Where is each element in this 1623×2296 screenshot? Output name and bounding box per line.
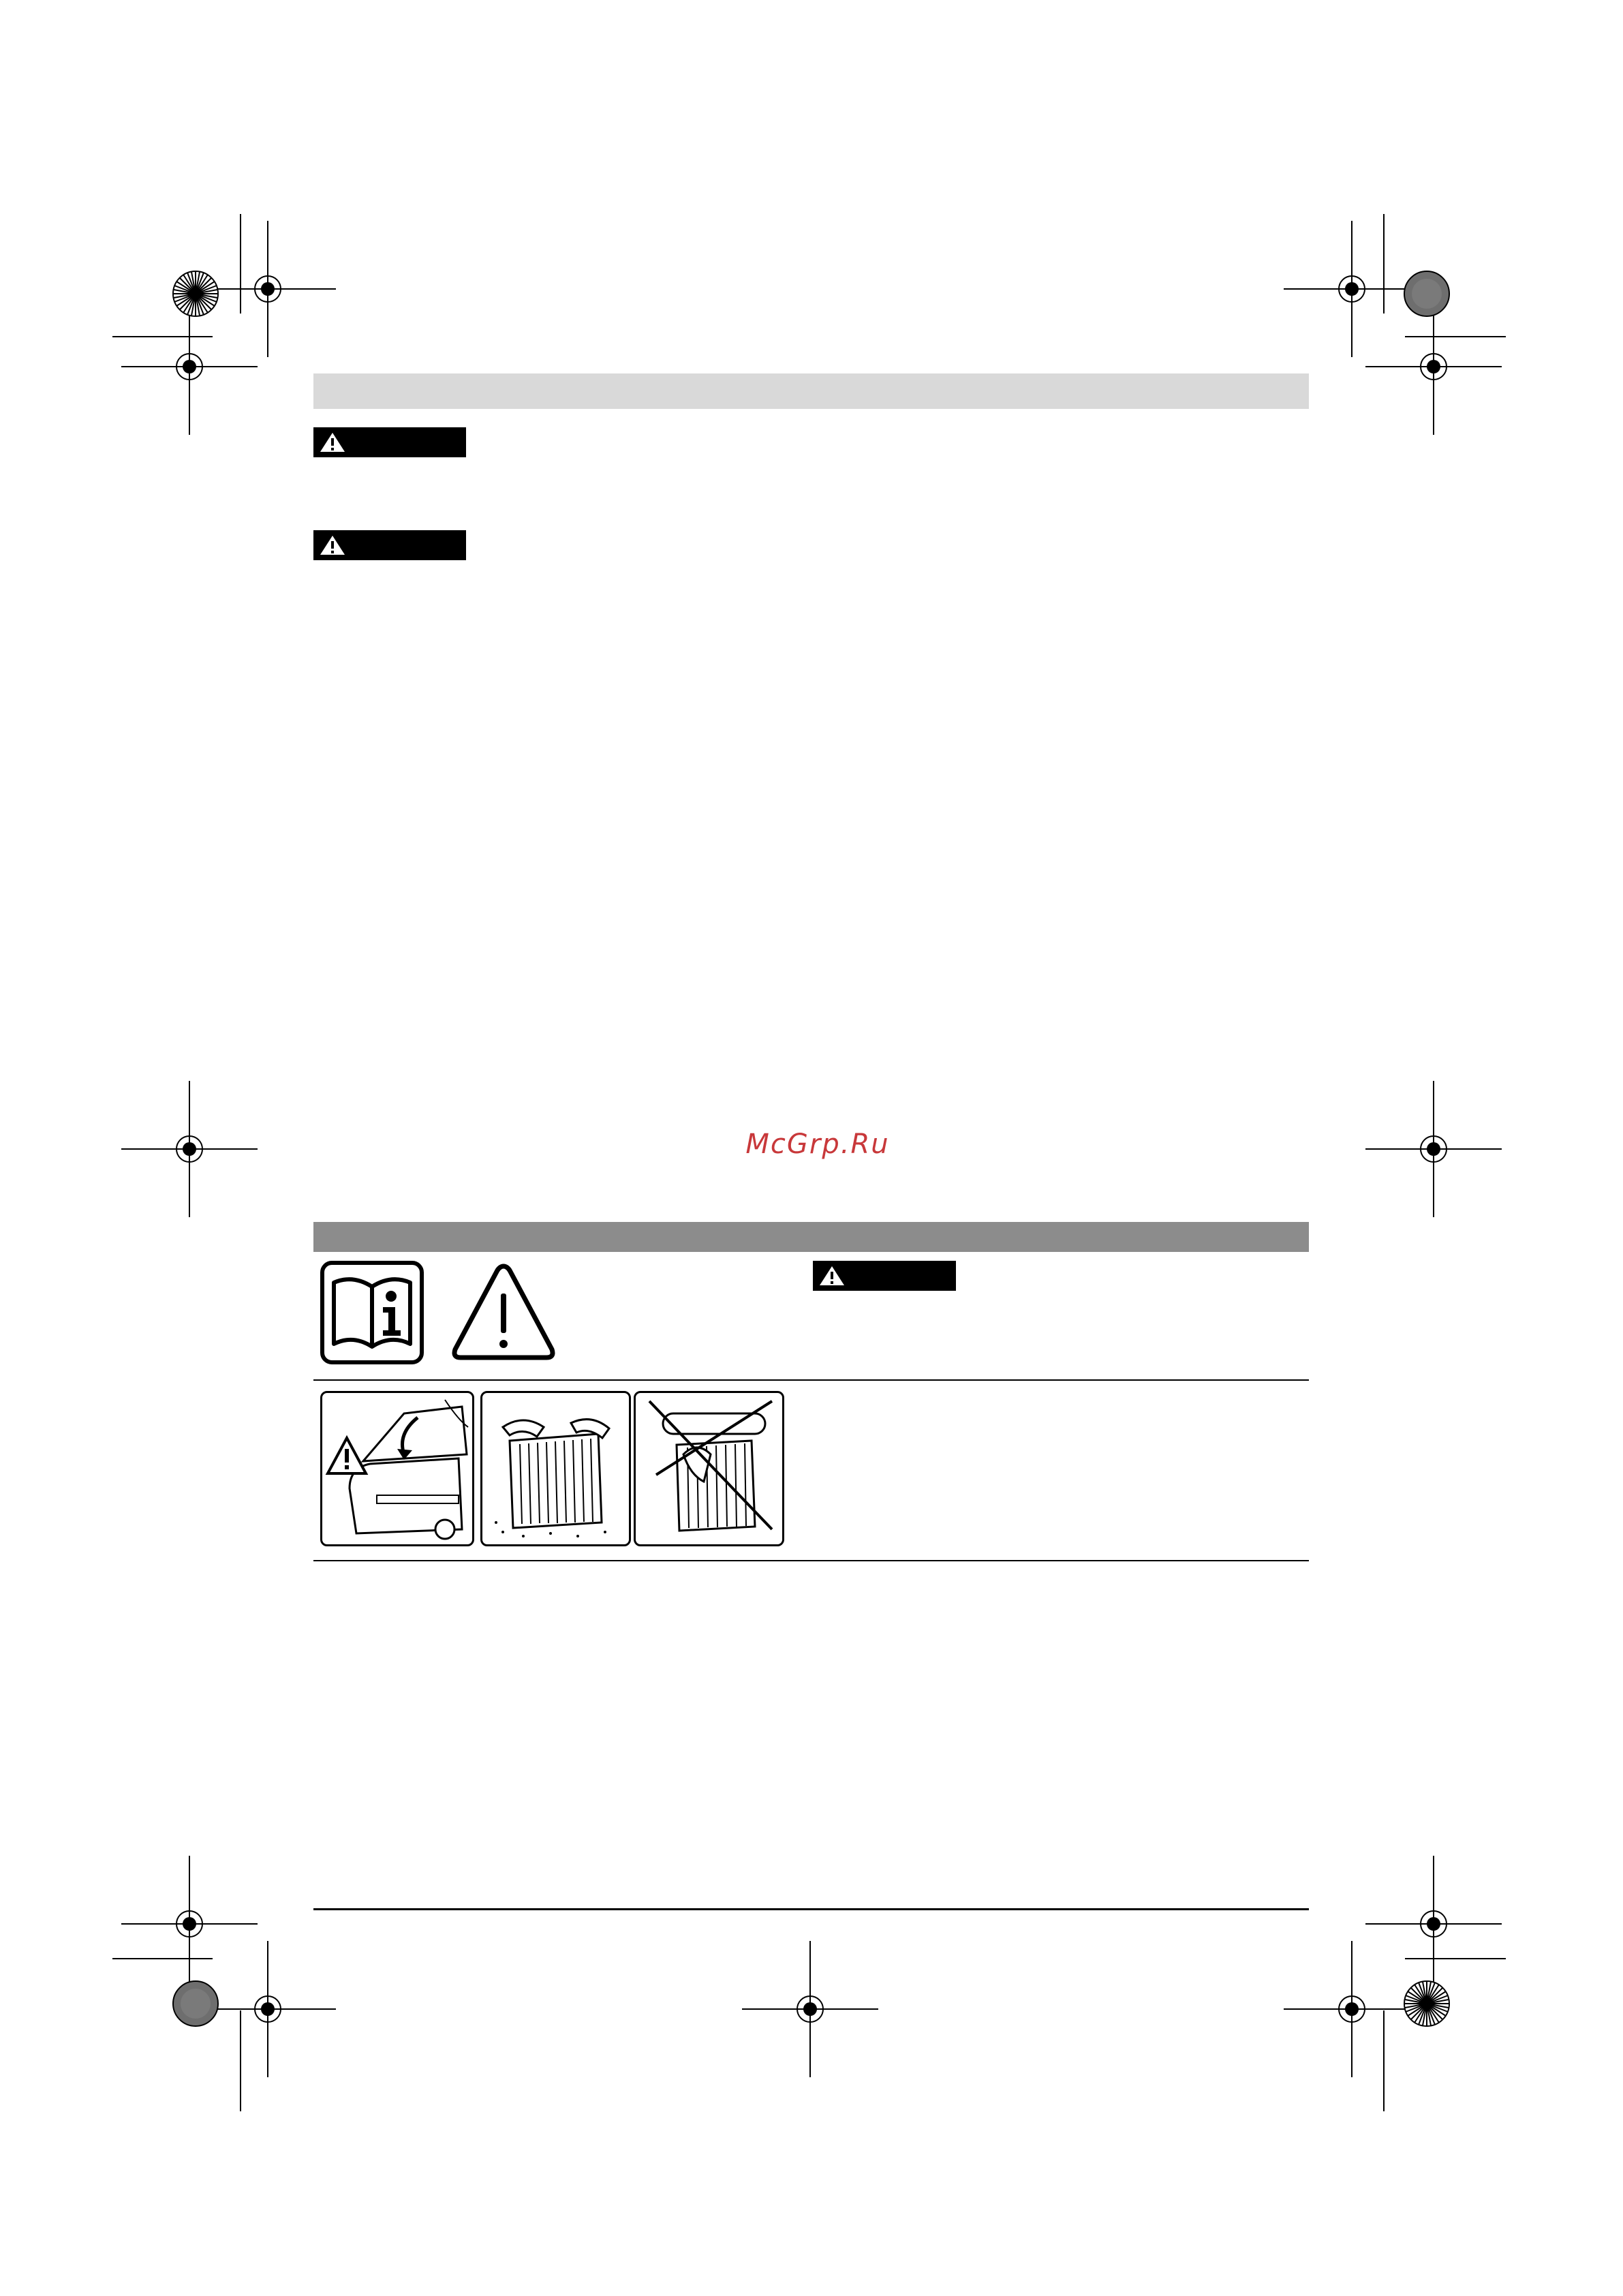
footer-rule — [313, 1908, 1309, 1910]
illustration-vacuum-lid — [320, 1391, 474, 1546]
warning-triangle-icon — [319, 534, 346, 556]
section-header-bar-top — [313, 373, 1309, 409]
illustration-filter-clean — [480, 1391, 631, 1546]
watermark: McGrp.Ru — [745, 1129, 890, 1160]
caution-triangle-icon — [450, 1261, 557, 1363]
warning-triangle-icon — [319, 431, 346, 453]
warning-label-2 — [313, 530, 466, 560]
warning-triangle-icon — [818, 1265, 846, 1287]
illustration-filter-no-brush — [634, 1391, 784, 1546]
read-manual-icon — [320, 1261, 424, 1364]
table-divider — [313, 1379, 1309, 1381]
warning-label-1 — [313, 427, 466, 457]
warning-label-3 — [813, 1261, 956, 1291]
table-bottom-rule — [313, 1560, 1309, 1561]
section-header-bar-symbols — [313, 1222, 1309, 1252]
